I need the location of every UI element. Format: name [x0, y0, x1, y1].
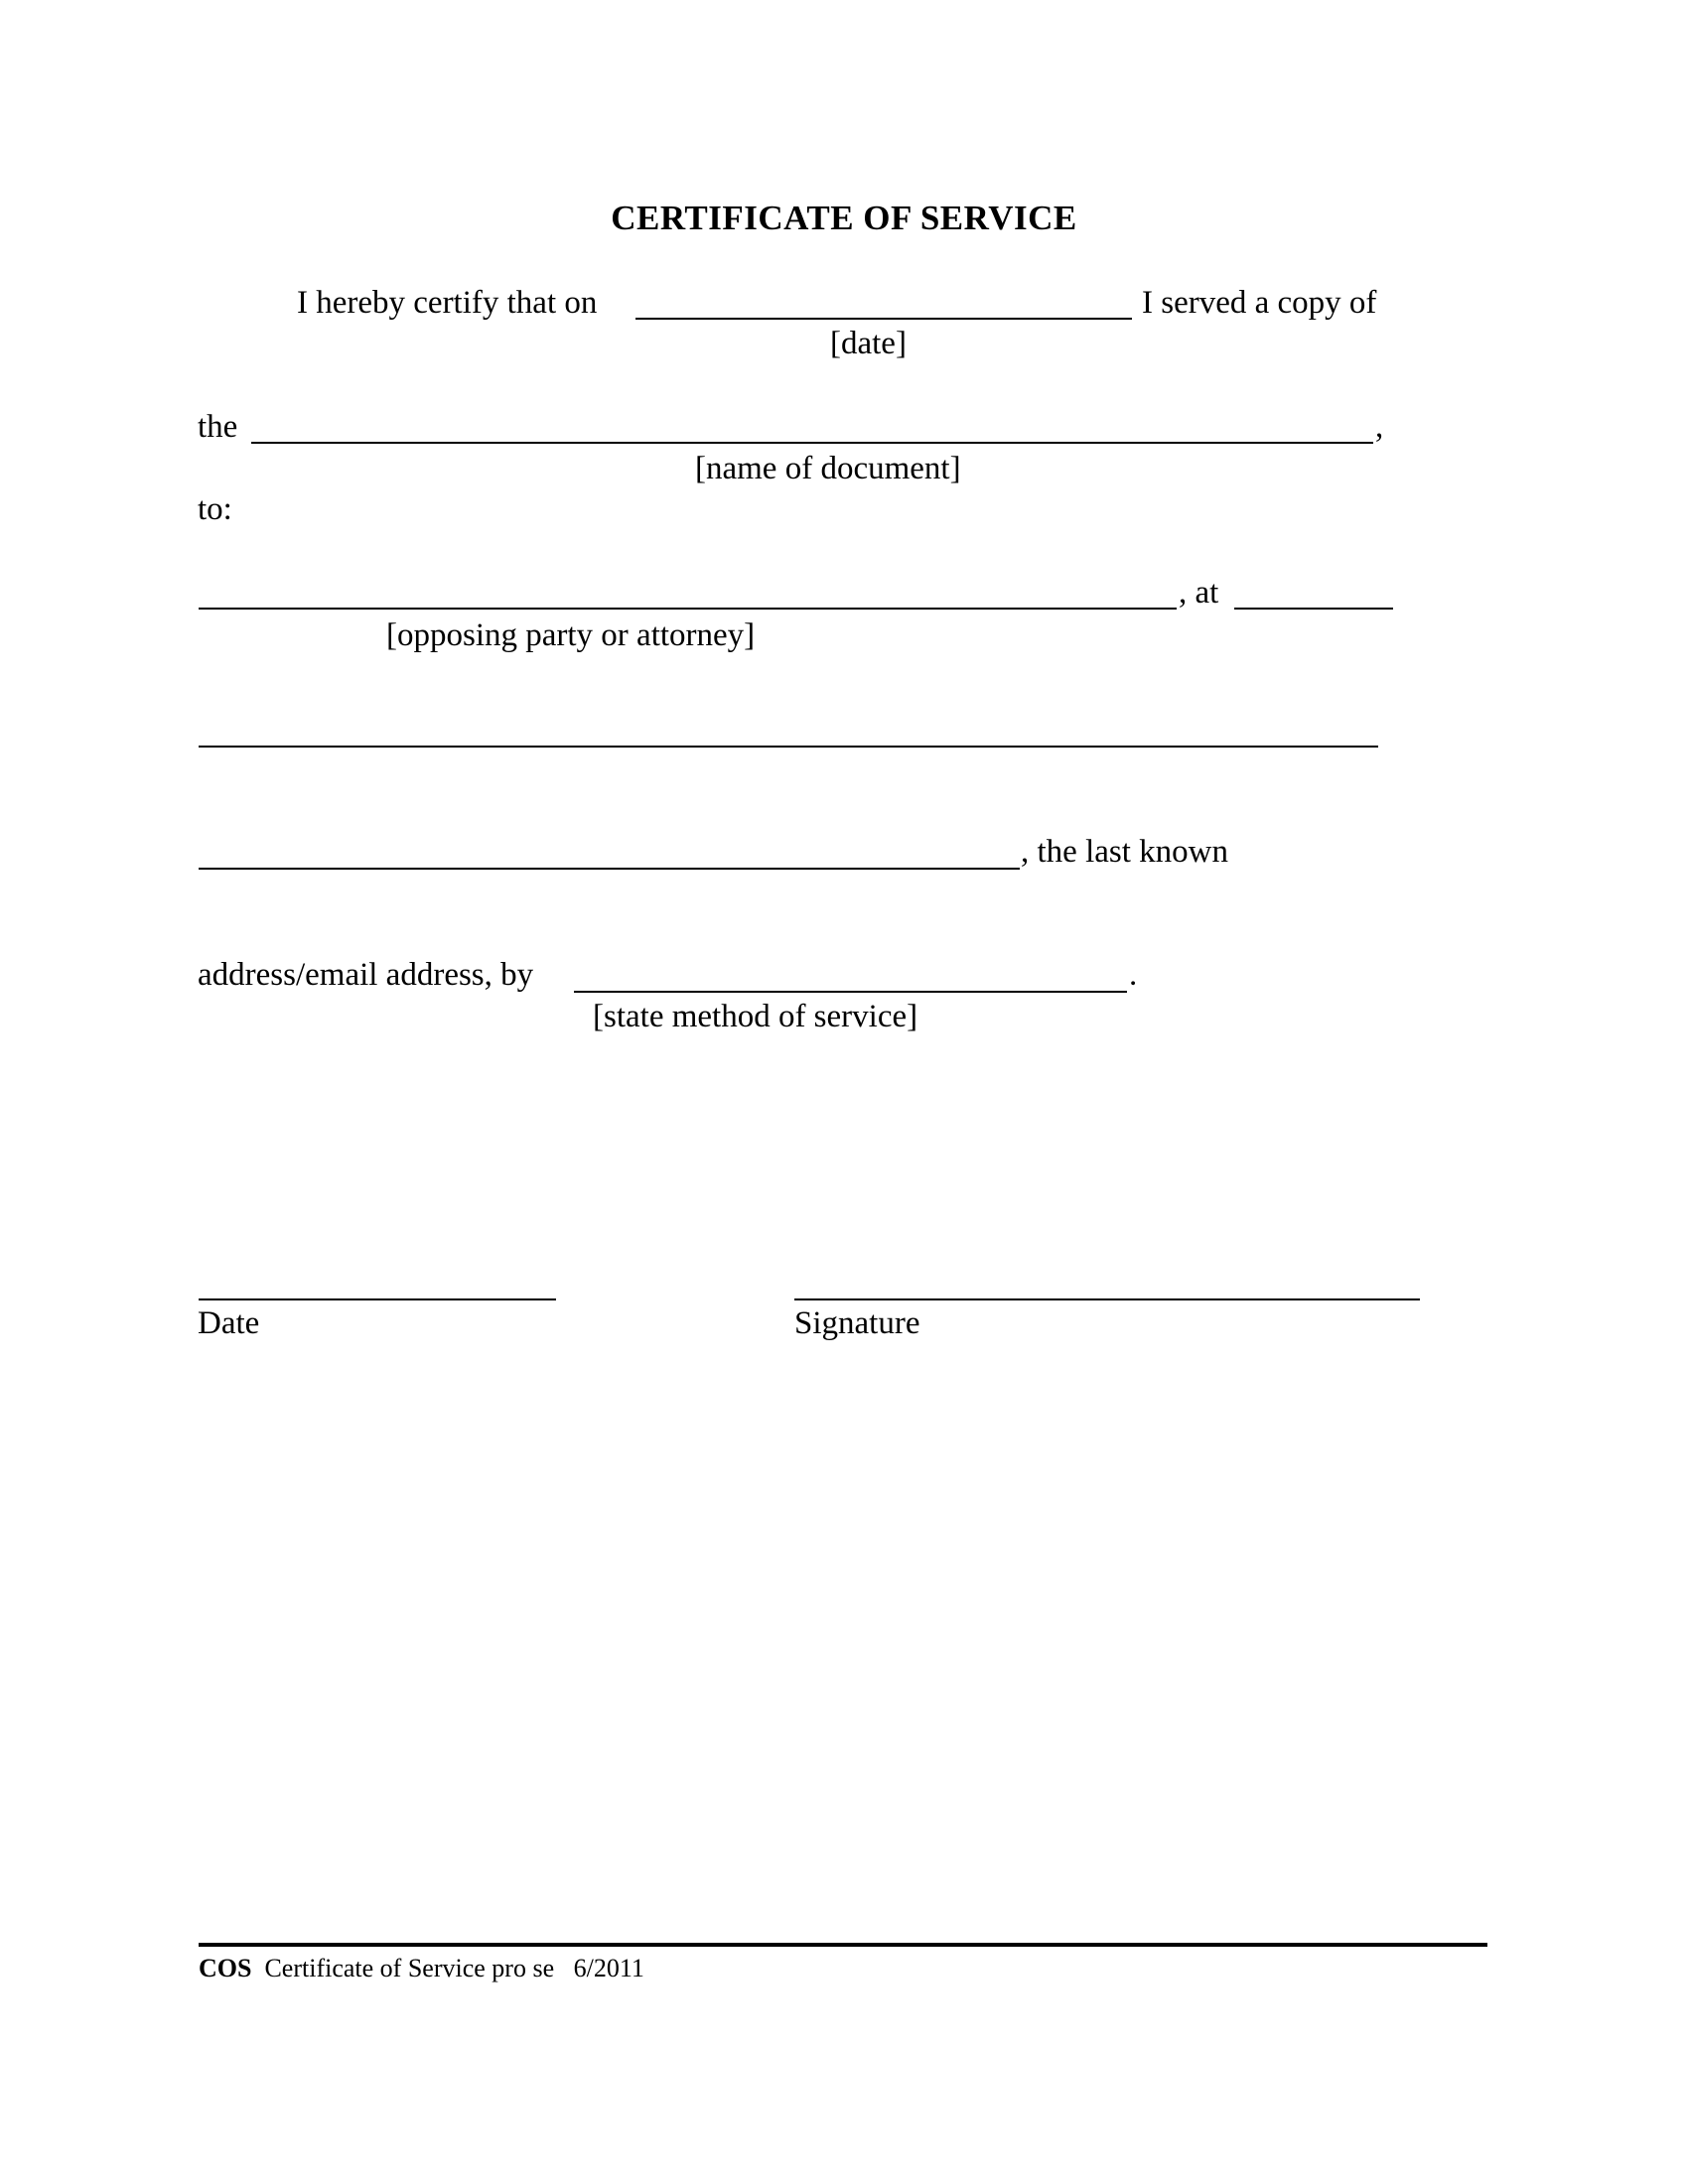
- footer-rule: [199, 1943, 1487, 1947]
- method-of-service-hint: [state method of service]: [593, 999, 918, 1034]
- document-title: CERTIFICATE OF SERVICE: [611, 199, 1077, 237]
- at-text: , at: [1179, 575, 1219, 611]
- footer-code: COS: [199, 1954, 252, 1982]
- date-hint: [date]: [830, 326, 907, 361]
- last-known-text: , the last known: [1021, 834, 1228, 870]
- document-name-blank[interactable]: [251, 442, 1373, 444]
- signature-line[interactable]: [794, 1298, 1420, 1300]
- period-text: .: [1129, 957, 1138, 993]
- date-served-blank[interactable]: [635, 318, 1132, 320]
- at-address-blank[interactable]: [1234, 608, 1393, 610]
- the-text: the: [198, 409, 238, 445]
- served-copy-text: I served a copy of: [1142, 285, 1377, 321]
- date-signature-line[interactable]: [199, 1298, 556, 1300]
- document-name-hint: [name of document]: [695, 451, 961, 486]
- to-label: to:: [198, 491, 232, 527]
- footer: [199, 1954, 644, 1983]
- signature-label: Signature: [794, 1305, 920, 1341]
- method-of-service-blank[interactable]: [574, 991, 1127, 993]
- address-blank-1[interactable]: [199, 746, 1378, 748]
- certify-text: I hereby certify that on: [297, 285, 598, 321]
- date-label: Date: [198, 1305, 260, 1341]
- footer-text: Certificate of Service pro se 6/2011: [264, 1954, 644, 1982]
- address-blank-2[interactable]: [199, 868, 1020, 870]
- opposing-party-hint: [opposing party or attorney]: [386, 617, 756, 653]
- address-email-text: address/email address, by: [198, 957, 534, 993]
- comma-text: ,: [1375, 409, 1384, 445]
- opposing-party-blank[interactable]: [199, 608, 1177, 610]
